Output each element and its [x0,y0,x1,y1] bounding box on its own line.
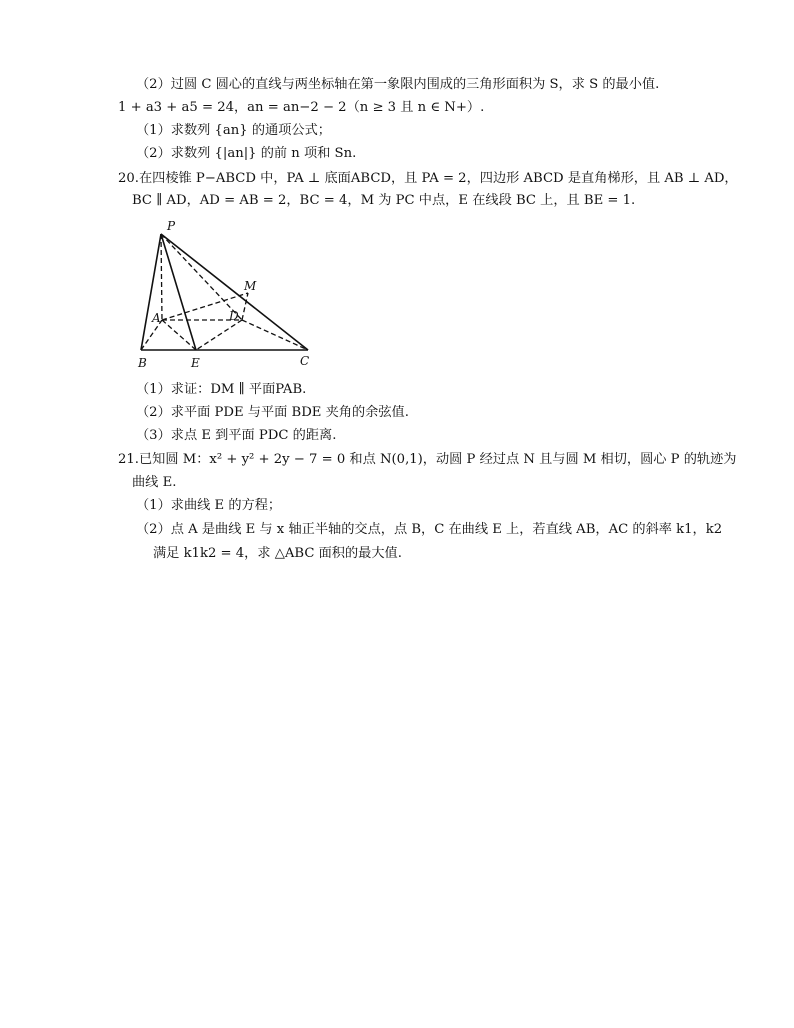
label-p: P [167,219,176,233]
p19-part2: （2）求数列 {|an|} 的前 n 项和 Sn. [136,146,357,161]
edge-pb [141,234,161,350]
p19-part1: （1）求数列 {an} 的通项公式； [136,123,331,138]
label-c: C [300,354,310,368]
label-b: B [138,356,147,370]
p21-stem-line2: 曲线 E. [132,475,177,490]
edge-pc [161,234,308,350]
label-d: D [229,309,239,323]
edge-de [196,320,242,350]
label-m: M [244,279,257,293]
p20-part3: （3）求点 E 到平面 PDC 的距离. [136,428,337,443]
p19-stem: 1 + a3 + a5 = 24，an = an−2 − 2（n ≥ 3 且 n ∈ N+）. [118,100,485,115]
label-e: E [191,356,200,370]
edge-pe [161,234,196,350]
p21-part2-line2: 满足 k1k2 = 4，求 △ABC 面积的最大值. [153,546,402,561]
p21-part1: （1）求曲线 E 的方程； [136,498,282,513]
pyramid-diagram [132,218,322,374]
p18-part2: （2）过圆 C 圆心的直线与两坐标轴在第一象限内围成的三角形面积为 S，求 S 的最小值. [136,77,660,92]
p20-stem-line2: BC ∥ AD，AD = AB = 2，BC = 4，M 为 PC 中点，E 在线段 BC 上，且 BE = 1. [132,193,636,208]
p21-stem-line1: 21.已知圆 M：x² + y² + 2y − 7 = 0 和点 N(0,1)，动圆 P 经过点 N 且与圆 M 相切，圆心 P 的轨迹为 [118,452,737,467]
p20-part2: （2）求平面 PDE 与平面 BDE 夹角的余弦值. [136,405,409,420]
edge-dm [242,293,248,320]
p20-stem-line1: 20.在四棱锥 P−ABCD 中，PA ⊥ 底面ABCD，且 PA = 2，四边形 ABCD 是直角梯形，且 AB ⊥ AD， [118,171,738,186]
label-a: A [152,311,161,325]
edge-pa [161,234,162,320]
p20-part1: （1）求证：DM ∥ 平面PAB. [136,382,307,397]
p21-part2-line1: （2）点 A 是曲线 E 与 x 轴正半轴的交点，点 B，C 在曲线 E 上，若直线 AB，AC 的斜率 k1，k2 [136,522,723,537]
pyramid-figure [132,218,322,374]
